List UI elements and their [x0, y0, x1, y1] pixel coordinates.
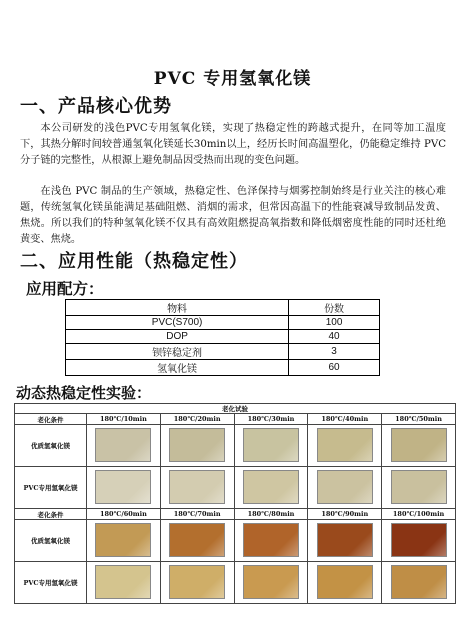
table-row [66, 344, 380, 360]
sample-swatch [391, 470, 447, 504]
table-row [15, 425, 456, 467]
document-title: PVC 专用氢氧化镁 [153, 69, 312, 89]
sample-swatch [317, 565, 373, 599]
table-row [66, 316, 380, 330]
aging-time: 180℃/20min [160, 414, 234, 425]
aging-time: 180℃/50min [382, 414, 456, 425]
sample-swatch [169, 565, 225, 599]
sample-swatch [243, 470, 299, 504]
formula-material: PVC(S700) [66, 316, 289, 330]
sample-swatch [317, 470, 373, 504]
table-row [66, 330, 380, 344]
sample-swatch [391, 565, 447, 599]
formula-material: 钡锌稳定剂 [66, 344, 289, 360]
formula-parts: 40 [289, 330, 380, 344]
sample-label-premium: 优质氢氧化镁 [15, 520, 87, 562]
formula-heading: 应用配方： [26, 280, 104, 298]
aging-time: 180℃/60min [87, 509, 161, 520]
sample-swatch [95, 565, 151, 599]
formula-header-parts: 份数 [289, 300, 380, 316]
sample-swatch [317, 523, 373, 557]
sample-swatch [243, 565, 299, 599]
advantages-paragraph-2: 在浅色 PVC 制品的生产领域，热稳定性、色泽保持与烟雾控制始终是行业关注的核心难题，传统氢氧化镁虽能满足基础阻燃、消烟的需求，但常因高温下的性能衰减导致制品发黄、焦烧。所以我们的特种氢氧化镁不仅具有高效阻燃提高氧指数和降低烟密度性能的同时还杜绝黄变、焦烧。 [20, 186, 446, 245]
sample-label-pvc: PVC专用氢氧化镁 [15, 562, 87, 604]
formula-header-material: 物料 [66, 300, 289, 316]
formula-parts: 3 [289, 344, 380, 360]
sample-swatch [243, 523, 299, 557]
formula-material: DOP [66, 330, 289, 344]
aging-test-table [14, 403, 456, 604]
table-row [66, 360, 380, 376]
aging-condition-label: 老化条件 [15, 509, 87, 520]
sample-swatch [95, 523, 151, 557]
sample-swatch [169, 470, 225, 504]
formula-parts: 60 [289, 360, 380, 376]
formula-material: 氢氧化镁 [66, 360, 289, 376]
table-row [15, 562, 456, 604]
aging-caption-row [15, 404, 456, 414]
aging-header-row [15, 509, 456, 520]
formula-header-row [66, 300, 380, 316]
section-heading-performance: 二、应用性能（热稳定性） [20, 251, 248, 272]
sample-label-pvc: PVC专用氢氧化镁 [15, 467, 87, 509]
formula-table [65, 299, 380, 376]
sample-swatch [391, 428, 447, 462]
sample-swatch [169, 428, 225, 462]
aging-time: 180℃/100min [382, 509, 456, 520]
sample-swatch [169, 523, 225, 557]
sample-swatch [95, 428, 151, 462]
table-row [15, 520, 456, 562]
advantages-paragraph-1: 本公司研发的浅色PVC专用氢氧化镁，实现了热稳定性的跨越式提升，在同等加工温度下，其热分解时间较普通氢氧化镁延长30min以上，经历长时间高温塑化，仍能稳定维持 PVC 分子链的完整性，从根源上避免制品因受热而出现的变色问题。 [20, 123, 446, 166]
aging-time: 180℃/70min [160, 509, 234, 520]
thermal-test-heading: 动态热稳定性实验： [16, 384, 152, 402]
aging-caption: 老化试验 [15, 404, 456, 414]
aging-time: 180℃/10min [87, 414, 161, 425]
sample-label-premium: 优质氢氧化镁 [15, 425, 87, 467]
sample-swatch [243, 428, 299, 462]
aging-header-row [15, 414, 456, 425]
sample-swatch [317, 428, 373, 462]
section-heading-advantages: 一、产品核心优势 [20, 96, 172, 117]
formula-parts: 100 [289, 316, 380, 330]
aging-time: 180℃/40min [308, 414, 382, 425]
sample-swatch [95, 470, 151, 504]
sample-swatch [391, 523, 447, 557]
aging-time: 180℃/30min [234, 414, 308, 425]
aging-time: 180℃/80min [234, 509, 308, 520]
aging-condition-label: 老化条件 [15, 414, 87, 425]
aging-time: 180℃/90min [308, 509, 382, 520]
table-row [15, 467, 456, 509]
